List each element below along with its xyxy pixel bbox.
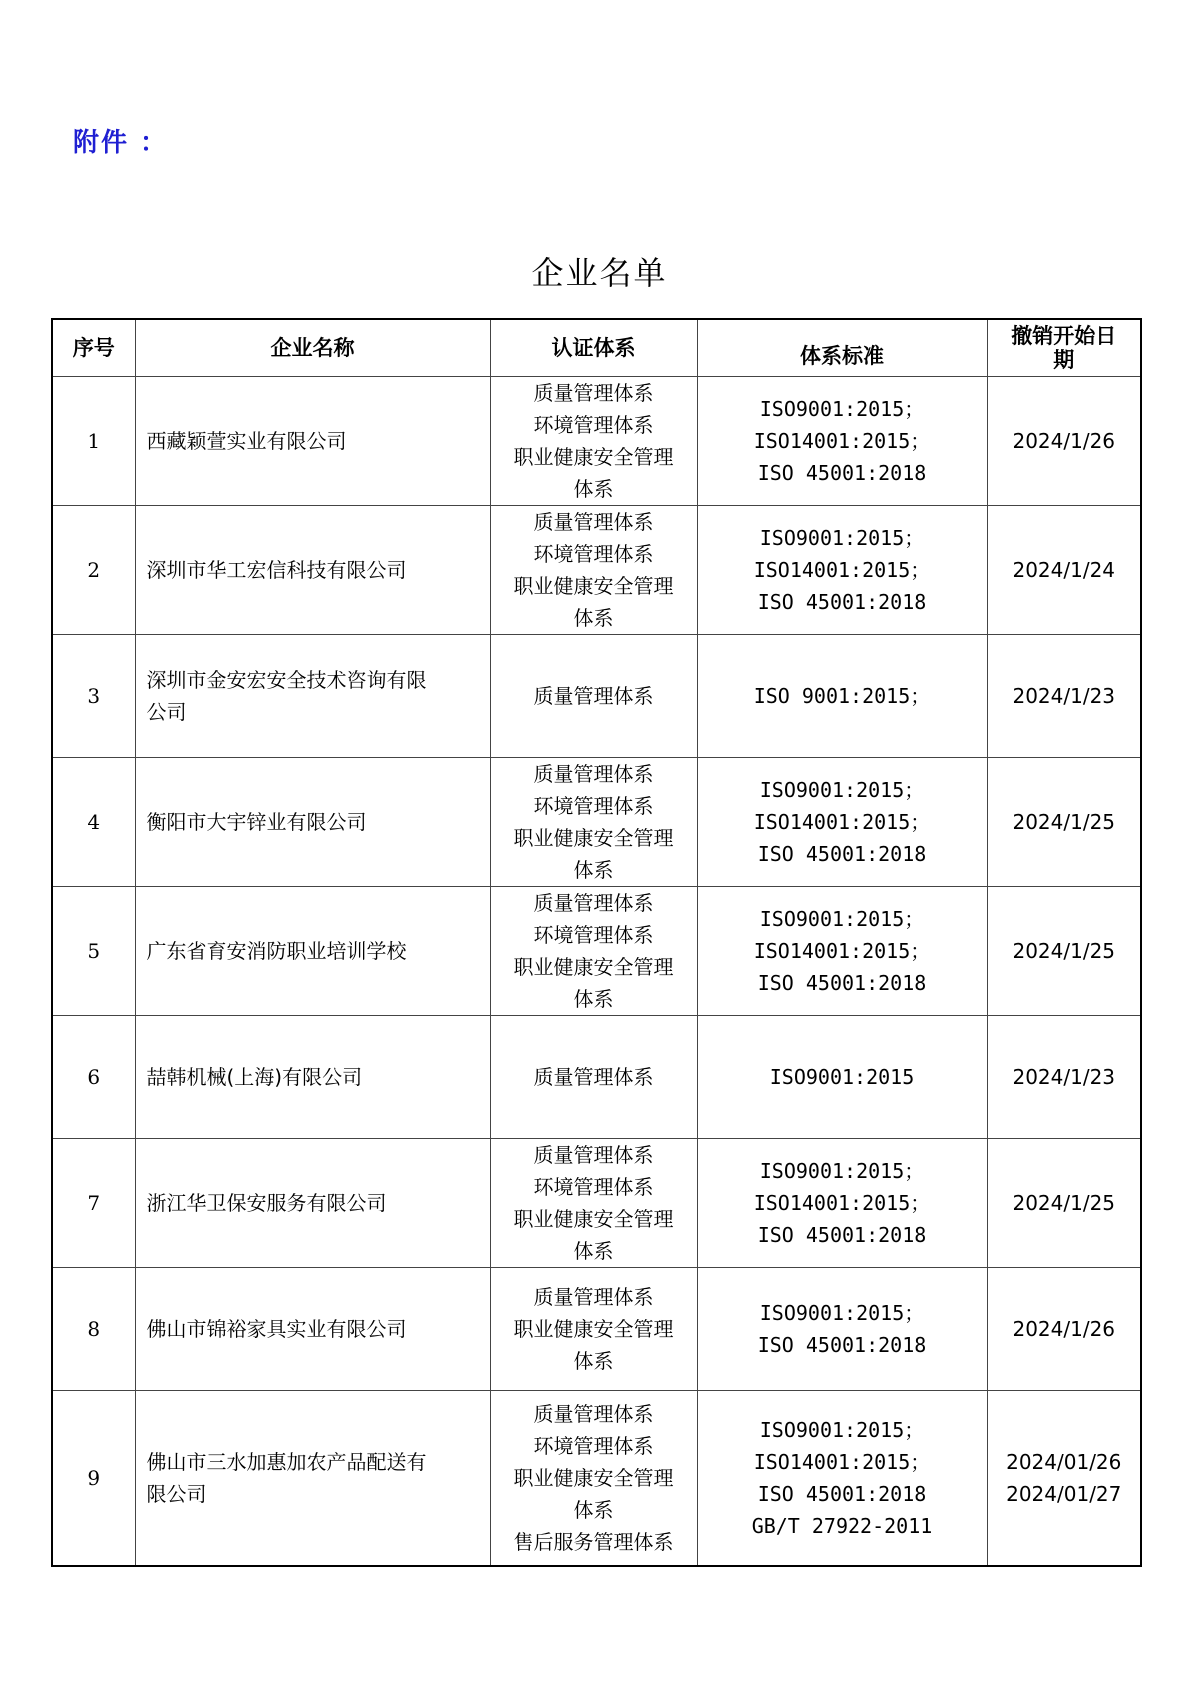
table-row — [52, 635, 1141, 758]
cell-revoke-date — [987, 377, 1141, 506]
cell-cert-system — [490, 1016, 697, 1139]
revoke-date-line: 2024/1/25 — [1012, 939, 1116, 963]
cell-standard — [697, 1016, 987, 1139]
cell-standard — [697, 887, 987, 1016]
cert-system-line: 环境管理体系 — [533, 1175, 654, 1199]
cert-system-line: 质量管理体系 — [533, 381, 654, 405]
revoke-date-line: 2024/01/26 — [1006, 1450, 1122, 1474]
enterprise-table — [51, 318, 1142, 1567]
cell-cert-system — [490, 1139, 697, 1268]
table-row — [52, 1391, 1141, 1567]
cell-company-name — [135, 506, 490, 635]
cell-company-name — [135, 1139, 490, 1268]
cell-revoke-date — [987, 1139, 1141, 1268]
cert-system-line: 职业健康安全管理 — [513, 1207, 674, 1231]
cert-system-line: 质量管理体系 — [533, 1402, 654, 1426]
cell-standard — [697, 1268, 987, 1391]
cert-system-line: 职业健康安全管理 — [513, 574, 674, 598]
cell-cert-system — [490, 1391, 697, 1567]
cell-no: 3 — [52, 635, 135, 758]
table-row — [52, 887, 1141, 1016]
standard-line: ISO 45001:2018 — [757, 1223, 927, 1247]
cell-standard — [697, 635, 987, 758]
cert-system-line: 环境管理体系 — [533, 923, 654, 947]
company-name-line: 广东省育安消防职业培训学校 — [146, 939, 407, 963]
table-row — [52, 1139, 1141, 1268]
table-row — [52, 506, 1141, 635]
cell-company-name — [135, 1268, 490, 1391]
header-system: 认证体系 — [490, 319, 697, 377]
cert-system-line: 职业健康安全管理 — [513, 826, 674, 850]
cert-system-line: 质量管理体系 — [533, 1065, 654, 1089]
revoke-date-line: 2024/1/26 — [1012, 429, 1116, 453]
header-no: 序号 — [52, 319, 135, 377]
cert-system-line: 售后服务管理体系 — [513, 1530, 674, 1554]
header-standard — [697, 319, 987, 377]
cert-system-line: 体系 — [573, 1498, 614, 1522]
cell-no: 9 — [52, 1391, 135, 1567]
cell-standard — [697, 506, 987, 635]
header-date-line: 期 — [1053, 348, 1075, 372]
cert-system-line: 体系 — [573, 1239, 614, 1263]
table-row — [52, 758, 1141, 887]
attachment-label: 附件 ： — [73, 128, 169, 158]
cell-cert-system — [490, 377, 697, 506]
standard-line: ISO14001:2015； — [753, 429, 931, 453]
cert-system-line: 环境管理体系 — [533, 1434, 654, 1458]
cert-system-line: 体系 — [573, 606, 614, 630]
cert-system-line: 质量管理体系 — [533, 1285, 654, 1309]
company-name-line: 西藏颖萱实业有限公司 — [146, 429, 347, 453]
cell-revoke-date — [987, 635, 1141, 758]
company-name-line: 喆韩机械(上海)有限公司 — [146, 1065, 363, 1089]
cell-company-name — [135, 377, 490, 506]
cell-revoke-date — [987, 1016, 1141, 1139]
standard-line: ISO9001:2015 — [769, 1065, 915, 1089]
cell-revoke-date — [987, 506, 1141, 635]
cert-system-line: 职业健康安全管理 — [513, 1466, 674, 1490]
cell-company-name — [135, 887, 490, 1016]
cell-cert-system — [490, 887, 697, 1016]
standard-line: ISO14001:2015； — [753, 558, 931, 582]
revoke-date-line: 2024/1/25 — [1012, 1191, 1116, 1215]
company-name-line: 衡阳市大宇锌业有限公司 — [146, 810, 367, 834]
cert-system-line: 职业健康安全管理 — [513, 1317, 674, 1341]
cert-system-line: 环境管理体系 — [533, 413, 654, 437]
cell-company-name — [135, 1016, 490, 1139]
cell-no: 4 — [52, 758, 135, 887]
cell-revoke-date — [987, 758, 1141, 887]
header-date — [987, 319, 1141, 377]
cell-standard — [697, 1139, 987, 1268]
revoke-date-line: 2024/1/26 — [1012, 1317, 1116, 1341]
cell-revoke-date — [987, 887, 1141, 1016]
cell-cert-system — [490, 506, 697, 635]
revoke-date-line: 2024/1/23 — [1012, 684, 1116, 708]
revoke-date-line: 2024/1/23 — [1012, 1065, 1116, 1089]
company-name-line: 佛山市三水加惠加农产品配送有 — [146, 1450, 427, 1474]
standard-line: ISO 45001:2018 — [757, 590, 927, 614]
cell-cert-system — [490, 635, 697, 758]
company-name-line: 深圳市华工宏信科技有限公司 — [146, 558, 407, 582]
standard-line: ISO14001:2015； — [753, 1191, 931, 1215]
standard-line: ISO 9001:2015； — [753, 684, 931, 708]
cert-system-line: 环境管理体系 — [533, 794, 654, 818]
standard-line: ISO 45001:2018 — [757, 461, 927, 485]
cell-standard — [697, 1391, 987, 1567]
standard-line: ISO9001:2015； — [759, 397, 925, 421]
header-name: 企业名称 — [135, 319, 490, 377]
standard-line: ISO 45001:2018 — [757, 1333, 927, 1357]
cert-system-line: 职业健康安全管理 — [513, 445, 674, 469]
table-row — [52, 1016, 1141, 1139]
cert-system-line: 体系 — [573, 477, 614, 501]
cell-cert-system — [490, 758, 697, 887]
cell-no: 6 — [52, 1016, 135, 1139]
cert-system-line: 体系 — [573, 1349, 614, 1373]
table-row — [52, 377, 1141, 506]
standard-line: ISO9001:2015； — [759, 1418, 925, 1442]
standard-line: ISO14001:2015； — [753, 1450, 931, 1474]
standard-line: ISO9001:2015； — [759, 1159, 925, 1183]
standard-line: ISO9001:2015； — [759, 1301, 925, 1325]
cell-revoke-date — [987, 1268, 1141, 1391]
cell-no: 8 — [52, 1268, 135, 1391]
revoke-date-line: 2024/01/27 — [1006, 1482, 1122, 1506]
cell-company-name — [135, 758, 490, 887]
cell-company-name — [135, 1391, 490, 1567]
standard-line: ISO9001:2015； — [759, 907, 925, 931]
cell-no: 1 — [52, 377, 135, 506]
cert-system-line: 职业健康安全管理 — [513, 955, 674, 979]
cert-system-line: 质量管理体系 — [533, 684, 654, 708]
standard-line: ISO 45001:2018 — [757, 842, 927, 866]
cert-system-line: 质量管理体系 — [533, 510, 654, 534]
cert-system-line: 质量管理体系 — [533, 762, 654, 786]
company-name-line: 公司 — [146, 700, 187, 724]
cell-no: 7 — [52, 1139, 135, 1268]
standard-line: GB/T 27922-2011 — [751, 1514, 933, 1538]
header-standard-label: 体系标准 — [800, 344, 884, 368]
cell-company-name — [135, 635, 490, 758]
standard-line: ISO14001:2015； — [753, 810, 931, 834]
header-date-line: 撤销开始日 — [1011, 324, 1117, 348]
standard-line: ISO 45001:2018 — [757, 1482, 927, 1506]
company-name-line: 浙江华卫保安服务有限公司 — [146, 1191, 387, 1215]
standard-line: ISO14001:2015； — [753, 939, 931, 963]
revoke-date-line: 2024/1/24 — [1012, 558, 1116, 582]
standard-line: ISO9001:2015； — [759, 778, 925, 802]
cert-system-line: 环境管理体系 — [533, 542, 654, 566]
cert-system-line: 体系 — [573, 987, 614, 1011]
cell-standard — [697, 377, 987, 506]
standard-line: ISO 45001:2018 — [757, 971, 927, 995]
cert-system-line: 质量管理体系 — [533, 1143, 654, 1167]
company-name-line: 限公司 — [146, 1482, 207, 1506]
table-row — [52, 1268, 1141, 1391]
cell-no: 5 — [52, 887, 135, 1016]
cell-standard — [697, 758, 987, 887]
table-header-row — [52, 319, 1141, 377]
revoke-date-line: 2024/1/25 — [1012, 810, 1116, 834]
company-name-line: 深圳市金安宏安全技术咨询有限 — [146, 668, 427, 692]
cell-revoke-date — [987, 1391, 1141, 1567]
cert-system-line: 体系 — [573, 858, 614, 882]
company-name-line: 佛山市锦裕家具实业有限公司 — [146, 1317, 407, 1341]
page-title: 企业名单 — [531, 254, 668, 292]
cell-no: 2 — [52, 506, 135, 635]
cell-cert-system — [490, 1268, 697, 1391]
standard-line: ISO9001:2015； — [759, 526, 925, 550]
cert-system-line: 质量管理体系 — [533, 891, 654, 915]
